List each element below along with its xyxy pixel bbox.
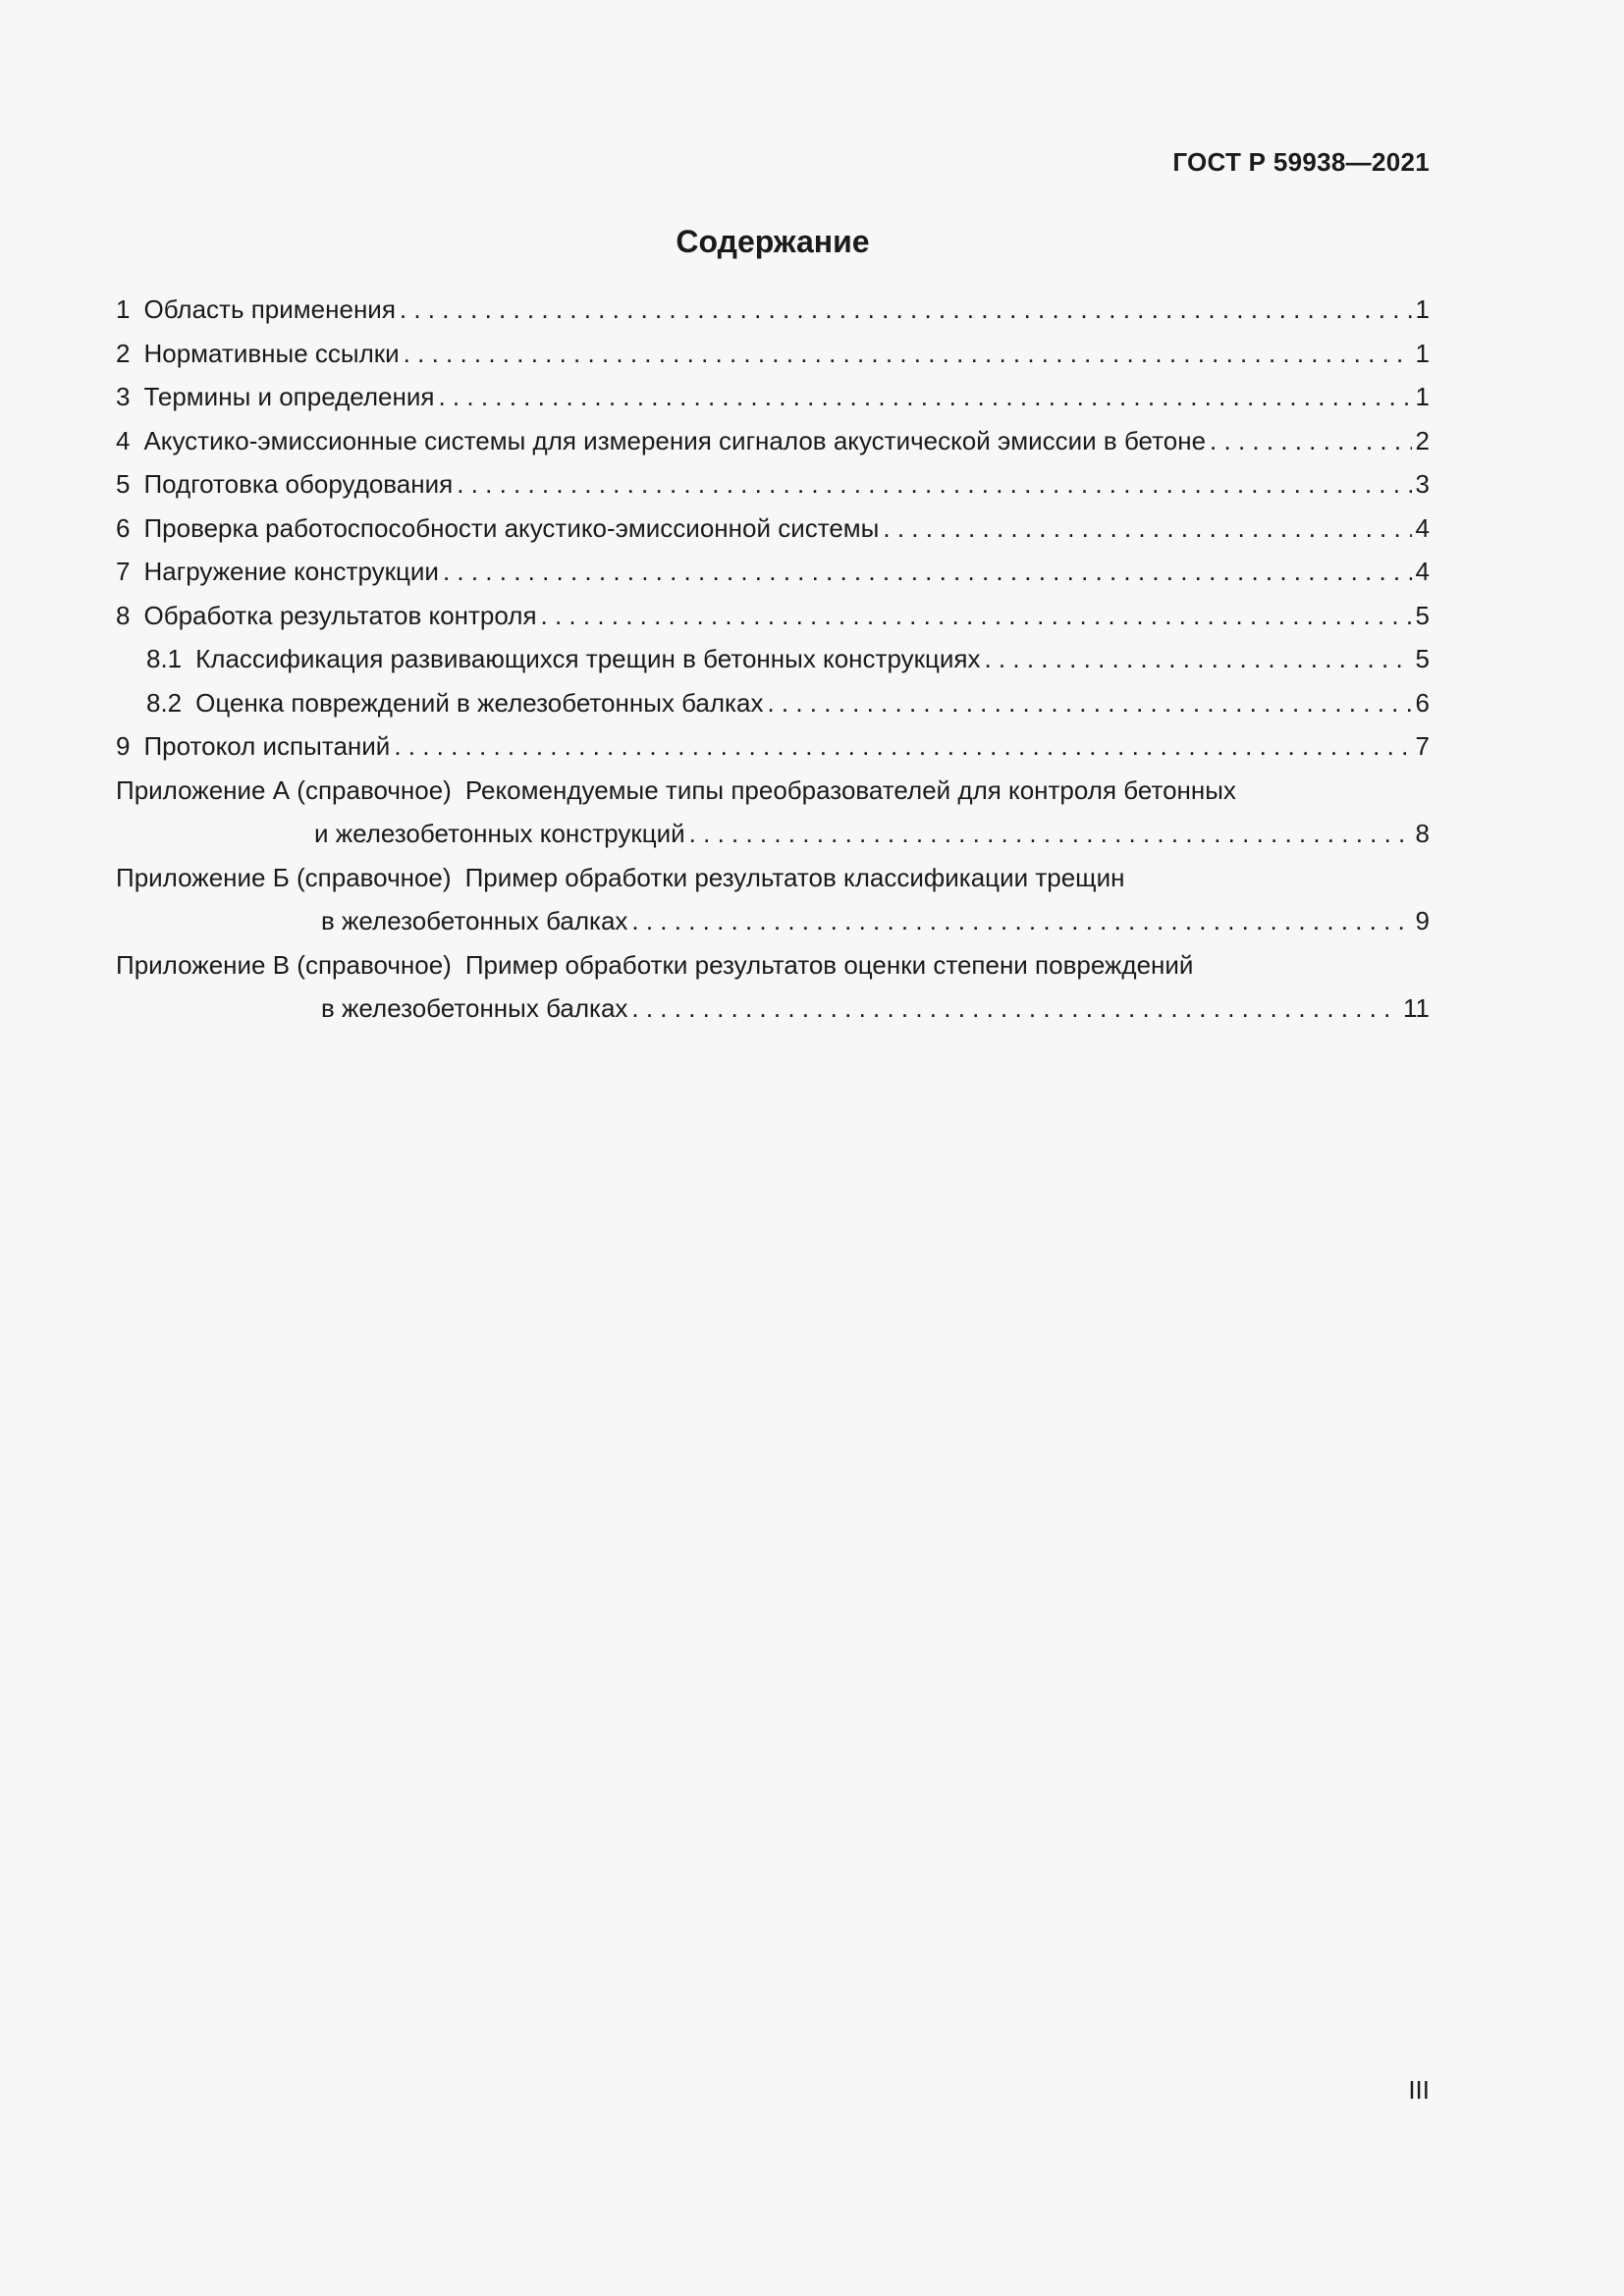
toc-entry-page: 1 bbox=[1415, 294, 1430, 324]
toc-entry-number: 1 bbox=[116, 294, 131, 324]
toc-entry-label: Подготовка оборудования bbox=[143, 469, 454, 499]
toc-annex-b-continuation[interactable] bbox=[116, 906, 1430, 950]
toc-entry-label: Нормативные ссылки bbox=[143, 338, 400, 368]
dot-leader bbox=[883, 513, 1411, 544]
annex-title-line2: и железобетонных конструкций bbox=[314, 819, 685, 848]
toc-entry-page: 4 bbox=[1415, 512, 1430, 543]
dot-leader bbox=[984, 644, 1411, 674]
toc-entry[interactable] bbox=[116, 731, 1430, 775]
toc-entry-page: 4 bbox=[1415, 557, 1430, 586]
annex-title-line1: Рекомендуемые типы преобразователей для контроля бетонных bbox=[464, 774, 1236, 805]
toc-subentry[interactable] bbox=[116, 644, 1430, 688]
toc-entry-page: 9 bbox=[1415, 906, 1430, 935]
toc-entry-page: 11 bbox=[1403, 993, 1430, 1023]
dot-leader bbox=[457, 469, 1411, 500]
annex-label: Приложение Б (справочное) bbox=[116, 862, 452, 892]
standard-designation: ГОСТ Р 59938—2021 bbox=[1172, 147, 1430, 177]
dot-leader bbox=[1210, 426, 1411, 456]
toc-entry-number: 8.1 bbox=[146, 644, 183, 673]
toc-entry-page: 7 bbox=[1415, 731, 1430, 761]
toc-annex-a-continuation[interactable] bbox=[116, 819, 1430, 863]
dot-leader bbox=[631, 906, 1411, 936]
toc-annex-v[interactable] bbox=[116, 950, 1430, 994]
toc-entry[interactable] bbox=[116, 426, 1430, 470]
toc-entry-label: Протокол испытаний bbox=[143, 731, 391, 761]
toc-entry-number: 8 bbox=[116, 600, 131, 630]
toc-entry-label: Акустико-эмиссионные системы для измерения сигналов акустической эмиссии в бетоне bbox=[143, 425, 1207, 455]
toc-entry[interactable] bbox=[116, 339, 1430, 383]
toc-entry-label: Нагружение конструкции bbox=[143, 557, 439, 586]
toc-entry-page: 5 bbox=[1415, 600, 1430, 630]
annex-label: Приложение В (справочное) bbox=[116, 949, 452, 980]
toc-entry-label: Оценка повреждений в железобетонных балках bbox=[195, 687, 764, 718]
toc-annex-a[interactable] bbox=[116, 775, 1430, 820]
toc-entry-page: 6 bbox=[1415, 687, 1430, 718]
toc-entry-number: 4 bbox=[116, 425, 131, 455]
toc-entry-number: 8.2 bbox=[146, 687, 183, 718]
dot-leader bbox=[438, 382, 1411, 412]
toc-entry[interactable] bbox=[116, 382, 1430, 426]
toc-entry-number: 3 bbox=[116, 382, 131, 411]
toc-entry-label: Термины и определения bbox=[143, 382, 435, 411]
dot-leader bbox=[689, 819, 1412, 849]
toc-entry-page: 8 bbox=[1415, 819, 1430, 848]
toc-annex-v-continuation[interactable] bbox=[116, 993, 1430, 1038]
dot-leader bbox=[443, 557, 1412, 587]
toc-entry-page: 5 bbox=[1415, 644, 1430, 673]
toc-entry[interactable] bbox=[116, 469, 1430, 513]
toc-entry[interactable] bbox=[116, 513, 1430, 558]
dot-leader bbox=[394, 731, 1411, 762]
toc-entry-page: 1 bbox=[1415, 382, 1430, 411]
toc-entry-page: 1 bbox=[1415, 338, 1430, 368]
toc-entry-number: 5 bbox=[116, 469, 131, 499]
table-of-contents bbox=[116, 294, 1430, 1038]
toc-title: Содержание bbox=[676, 224, 870, 259]
toc-entry-label: Обработка результатов контроля bbox=[143, 600, 537, 630]
page-folio: III bbox=[1408, 2075, 1430, 2105]
toc-entry-number: 2 bbox=[116, 338, 131, 368]
dot-leader bbox=[767, 688, 1411, 719]
toc-entry-number: 9 bbox=[116, 731, 131, 761]
toc-entry-page: 2 bbox=[1415, 425, 1430, 455]
toc-entry-number: 6 bbox=[116, 512, 131, 543]
toc-entry-label: Проверка работоспособности акустико-эмиссионной системы bbox=[143, 512, 880, 543]
toc-entry-number: 7 bbox=[116, 557, 131, 586]
toc-entry-label: Классификация развивающихся трещин в бетонных конструкциях bbox=[195, 644, 981, 673]
annex-title-line1: Пример обработки результатов оценки степени повреждений bbox=[464, 949, 1194, 980]
toc-entry[interactable] bbox=[116, 294, 1430, 339]
dot-leader bbox=[631, 993, 1399, 1024]
toc-subentry[interactable] bbox=[116, 688, 1430, 732]
toc-entry-label: Область применения bbox=[143, 294, 396, 324]
annex-title-line2: в железобетонных балках bbox=[321, 993, 628, 1023]
toc-entry-page: 3 bbox=[1415, 469, 1430, 499]
toc-annex-b[interactable] bbox=[116, 863, 1430, 907]
dot-leader bbox=[541, 601, 1412, 631]
dot-leader bbox=[400, 294, 1412, 325]
annex-label: Приложение А (справочное) bbox=[116, 774, 452, 805]
annex-title-line2: в железобетонных балках bbox=[321, 906, 628, 935]
annex-title-line1: Пример обработки результатов классификации трещин bbox=[464, 862, 1125, 892]
dot-leader bbox=[404, 339, 1412, 369]
toc-entry[interactable] bbox=[116, 601, 1430, 645]
toc-entry[interactable] bbox=[116, 557, 1430, 601]
